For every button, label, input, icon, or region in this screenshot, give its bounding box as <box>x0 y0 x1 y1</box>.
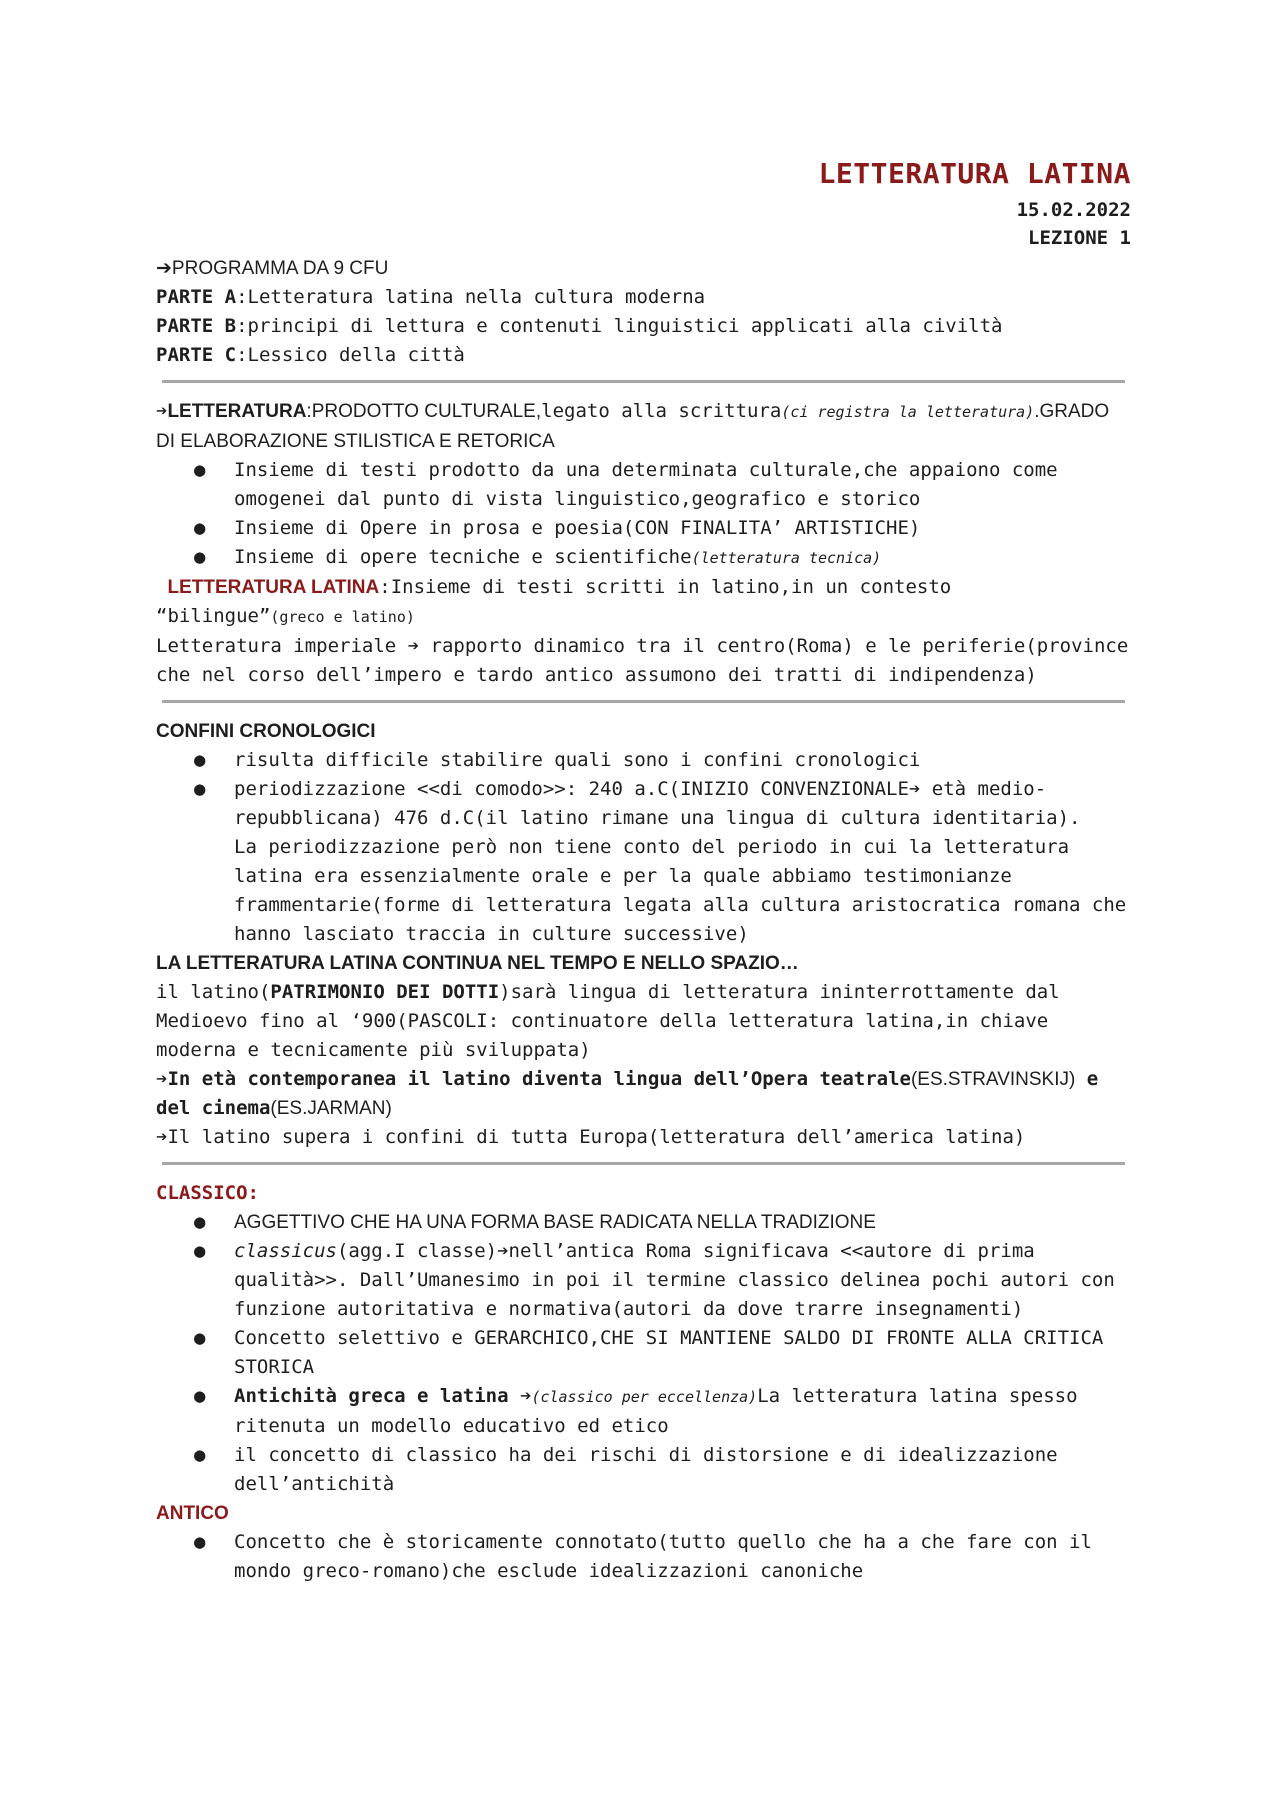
bullet-icon: ● <box>194 749 206 771</box>
bullet-icon: ● <box>194 1385 206 1407</box>
letteratura-imperiale: Letteratura imperiale ➔ rapporto dinamico tra il centro(Roma) e le periferie(province che nel corso dell’impero e tardo antico assumono dei tratti di indipendenza) <box>156 635 1129 686</box>
antico-heading: ANTICO <box>156 1503 229 1524</box>
list-item: ● Insieme di opere tecniche e scientifiche(letteratura tecnica) <box>156 543 1131 573</box>
document-page <box>156 0 1131 1586</box>
divider <box>162 1162 1125 1165</box>
bullet-icon: ● <box>194 1240 206 1262</box>
classico-section <box>156 1179 1131 1499</box>
bullet-icon: ● <box>194 1327 206 1349</box>
arrow-icon: ➔ <box>156 400 168 422</box>
contemporanea-paragraph: ➔In età contemporanea il latino diventa lingua dell’Opera teatrale(ES.STRAVINSKIJ) e del cinema(ES.JARMAN) <box>156 1068 1099 1119</box>
classico-bullets <box>156 1208 1131 1499</box>
list-item: ● classicus(agg.I classe)➔nell’antica Roma significava <<autore di prima qualità>>. Dall’Umanesimo in poi il termine classico delinea pochi autori con funzione autoritativa e normativa(autori da dove trarre insegnamenti) <box>156 1237 1131 1324</box>
document-header <box>156 152 1131 252</box>
bullet-icon: ● <box>194 778 206 800</box>
lesson-date: 15.02.2022 <box>1016 199 1131 221</box>
letteratura-latina-definition: LETTERATURA LATINA:Insieme di testi scritti in latino,in un contesto “bilingue”(greco e latino) <box>156 576 952 627</box>
lesson-number: LEZIONE 1 <box>1028 227 1131 249</box>
document-title: LETTERATURA LATINA <box>818 157 1131 190</box>
letteratura-bullets <box>156 456 1131 573</box>
letteratura-section <box>156 397 1131 690</box>
divider <box>162 380 1125 383</box>
bullet-icon: ● <box>194 1211 206 1233</box>
bullet-icon: ● <box>194 1444 206 1466</box>
list-item: ● risulta difficile stabilire quali sono i confini cronologici <box>156 746 1131 775</box>
continua-heading: LA LETTERATURA LATINA CONTINUA NEL TEMPO E NELLO SPAZIO… <box>156 953 799 974</box>
divider <box>162 700 1125 703</box>
arrow-icon: ➔ <box>156 258 172 279</box>
program-part-a: PARTE A:Letteratura latina nella cultura moderna <box>156 286 706 308</box>
list-item: ● Antichità greca e latina ➔(classico per eccellenza)La letteratura latina spesso ritenuta un modello educativo ed etico <box>156 1382 1131 1441</box>
europa-paragraph: ➔Il latino supera i confini di tutta Europa(letteratura dell’america latina) <box>156 1126 1026 1148</box>
list-item: ● Concetto che è storicamente connotato(tutto quello che ha a che fare con il mondo greco-romano)che esclude idealizzazioni canoniche <box>156 1528 1131 1586</box>
confini-heading: CONFINI CRONOLOGICI <box>156 721 376 742</box>
list-item: ● AGGETTIVO CHE HA UNA FORMA BASE RADICATA NELLA TRADIZIONE <box>156 1208 1131 1237</box>
bullet-icon: ● <box>194 517 206 539</box>
program-intro: ➔PROGRAMMA DA 9 CFU <box>156 258 389 279</box>
bullet-icon: ● <box>194 459 206 481</box>
list-item: ● periodizzazione <<di comodo>>: 240 a.C(INIZIO CONVENZIONALE➔ età medio-repubblicana) 476 d.C(il latino rimane una lingua di cultura identitaria). La periodizzazione però non tiene conto del periodo in cui la letteratura latina era essenzialmente orale e per la quale abbiamo testimonianze frammentarie(forme di letteratura legata alla cultura aristocratica romana che hanno lasciato traccia in culture successive) <box>156 775 1131 949</box>
confini-bullets <box>156 746 1131 949</box>
antico-section <box>156 1499 1131 1586</box>
program-part-b: PARTE B:principi di lettura e contenuti linguistici applicati alla civiltà <box>156 315 1003 337</box>
letteratura-definition: ➔LETTERATURA:PRODOTTO CULTURALE,legato alla scrittura(ci registra la letteratura).GRADO DI ELABORAZIONE STILISTICA E RETORICA <box>156 400 1110 452</box>
program-section <box>156 254 1131 370</box>
latino-paragraph: il latino(PATRIMONIO DEI DOTTI)sarà lingua di letteratura ininterrottamente dal Medioevo fino al ‘900(PASCOLI: continuatore della letteratura latina,in chiave moderna e tecnicamente più sviluppata) <box>156 981 1060 1061</box>
bullet-icon: ● <box>194 1531 206 1553</box>
list-item: ● Insieme di Opere in prosa e poesia(CON FINALITA’ ARTISTICHE) <box>156 514 1131 543</box>
list-item: ● Insieme di testi prodotto da una determinata culturale,che appaiono come omogenei dal punto di vista linguistico,geografico e storico <box>156 456 1131 514</box>
list-item: ● Concetto selettivo e GERARCHICO,CHE SI MANTIENE SALDO DI FRONTE ALLA CRITICA STORICA <box>156 1324 1131 1382</box>
list-item: ● il concetto di classico ha dei rischi di distorsione e di idealizzazione dell’antichità <box>156 1441 1131 1499</box>
arrow-icon: ➔ <box>508 1385 532 1407</box>
confini-section <box>156 717 1131 1152</box>
program-part-c: PARTE C:Lessico della città <box>156 344 465 366</box>
antico-bullets <box>156 1528 1131 1586</box>
bullet-icon: ● <box>194 546 206 568</box>
classico-heading: CLASSICO: <box>156 1182 259 1204</box>
